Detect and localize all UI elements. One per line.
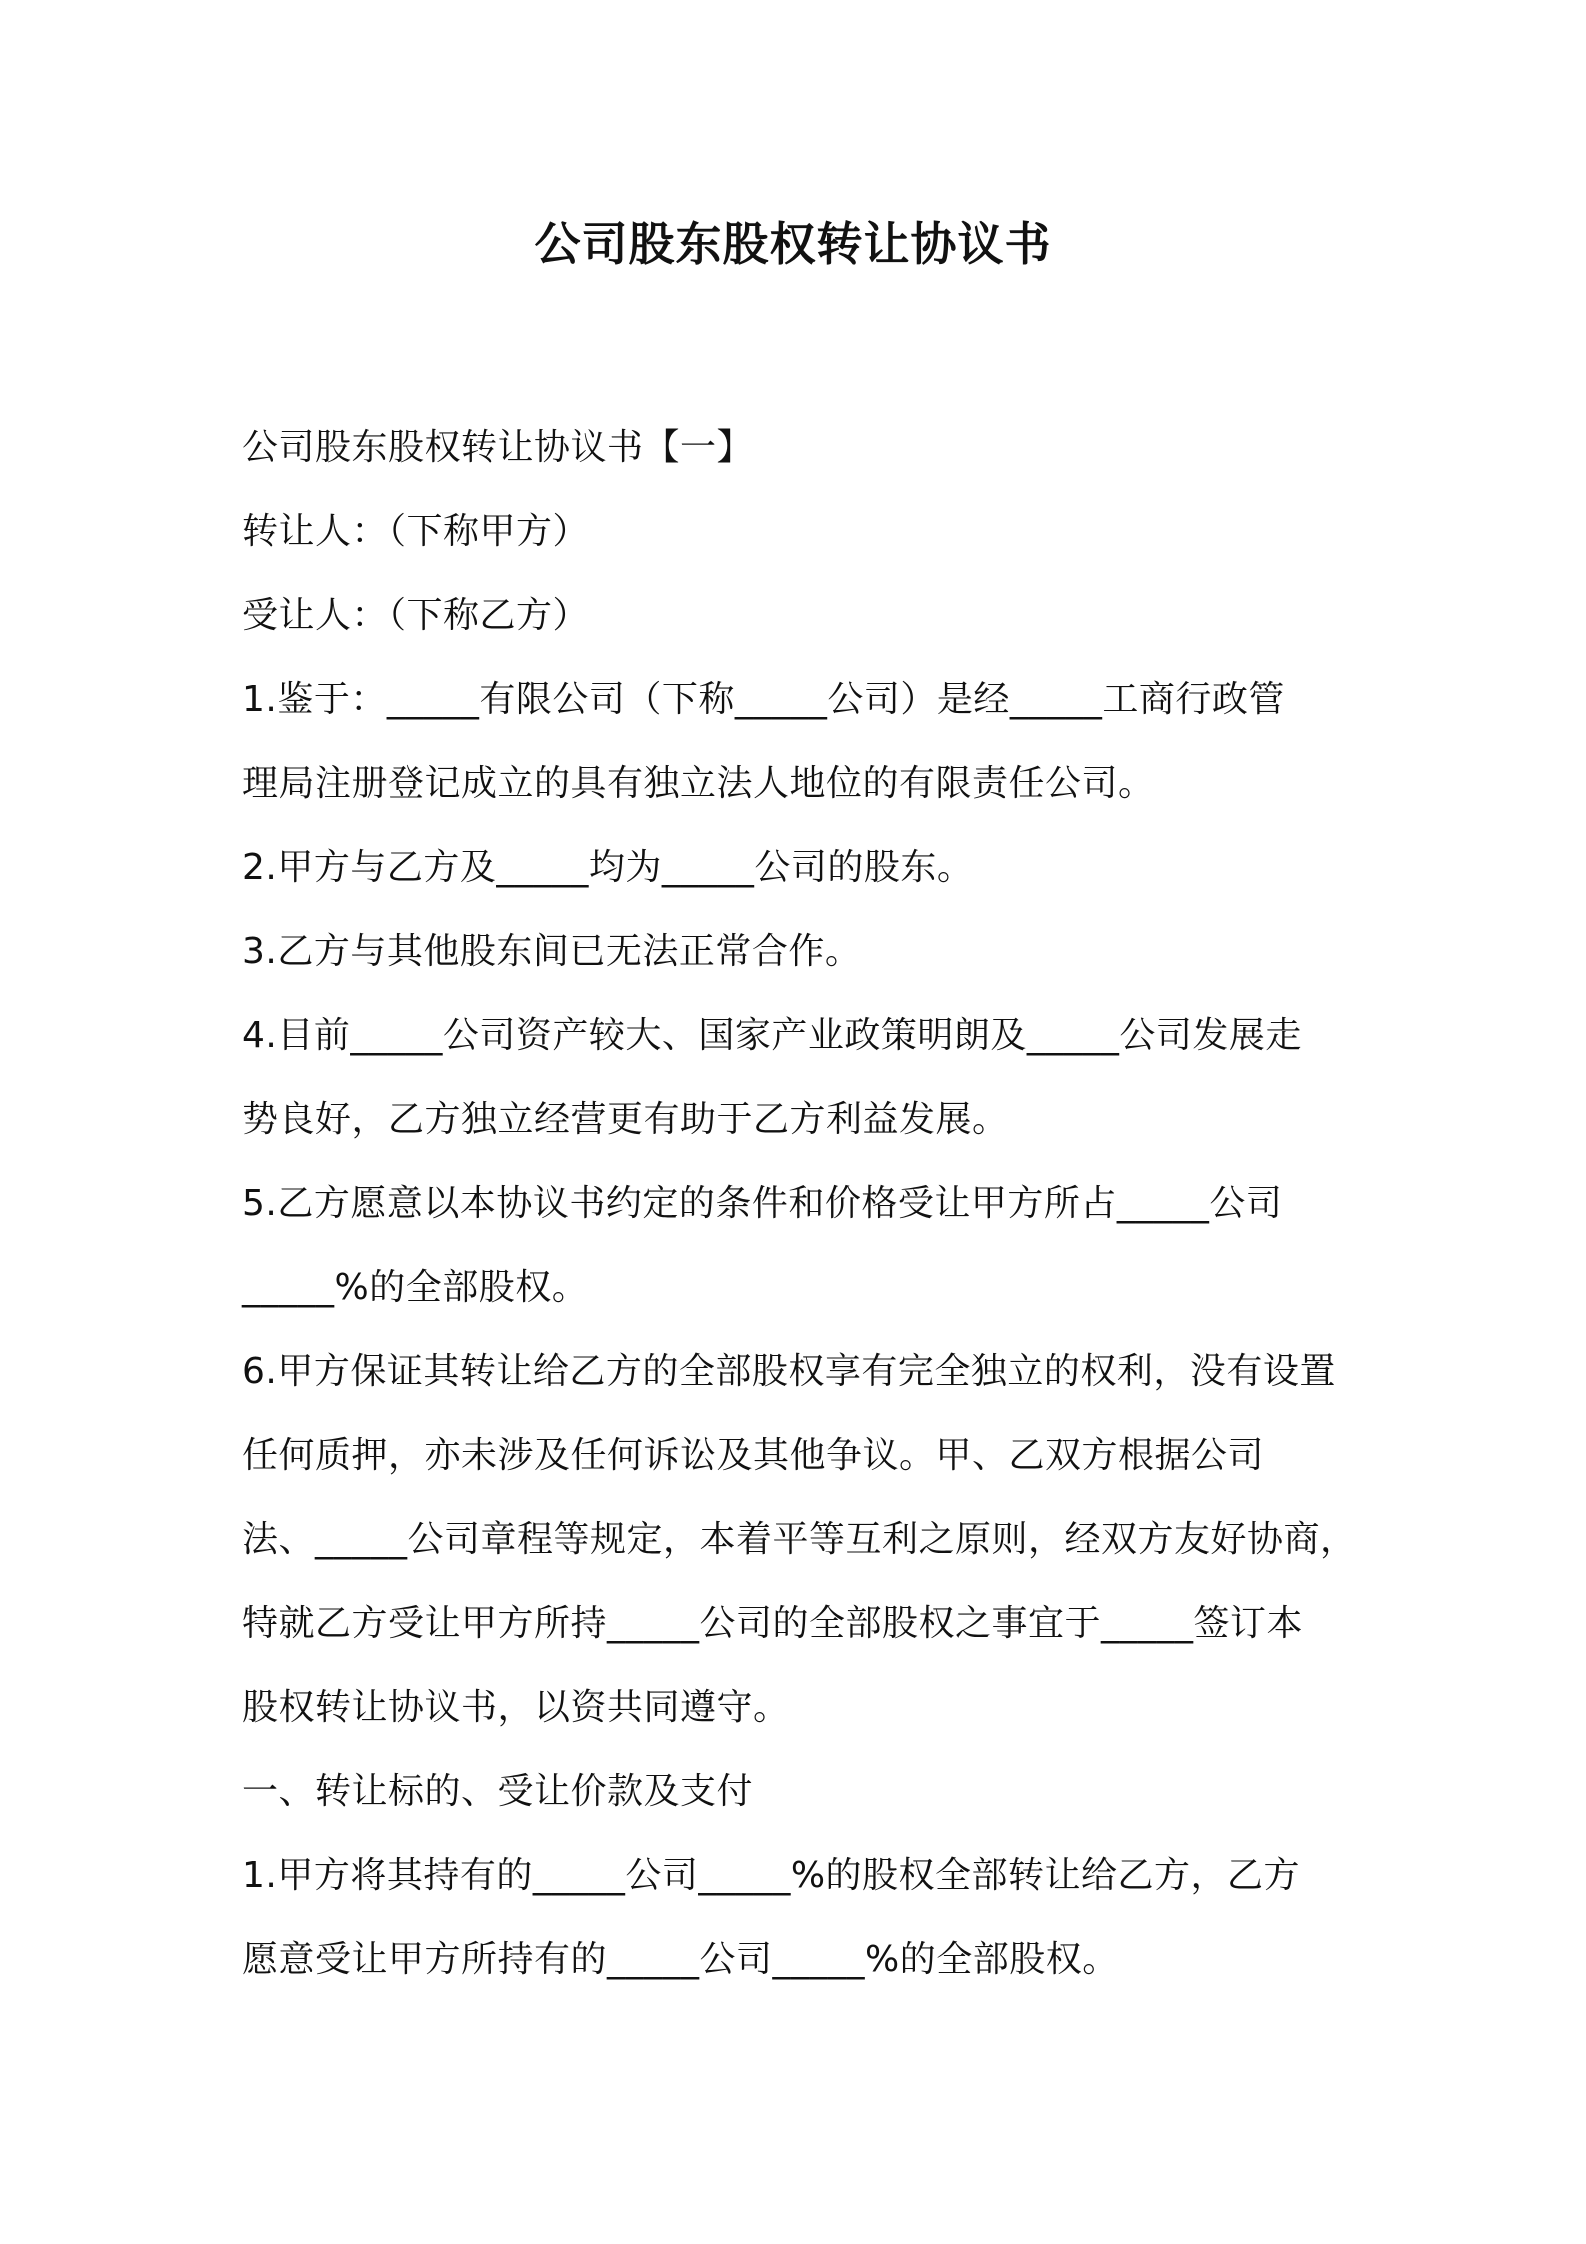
clause-6-line-2: 任何质押，亦未涉及任何诉讼及其他争议。甲、乙双方根据公司 — [242, 1435, 1265, 1476]
clause-1-line-1: 1.鉴于：_____有限公司（下称_____公司）是经_____工商行政管 — [242, 679, 1285, 720]
transferee-line: 受让人：（下称乙方） — [242, 595, 590, 636]
section-heading: 公司股东股权转让协议书【一】 — [242, 427, 754, 468]
clause-1-line-2: 理局注册登记成立的具有独立法人地位的有限责任公司。 — [242, 763, 1155, 804]
transferor-line: 转让人：（下称甲方） — [242, 511, 590, 552]
clause-6-line-5: 股权转让协议书，以资共同遵守。 — [242, 1687, 790, 1728]
clause-6-line-1: 6.甲方保证其转让给乙方的全部股权享有完全独立的权利，没有设置 — [242, 1351, 1336, 1392]
clause-3-line: 3.乙方与其他股东间已无法正常合作。 — [242, 931, 862, 972]
clause-5-line-2: _____%的全部股权。 — [242, 1267, 589, 1308]
document-body — [242, 406, 1357, 2002]
clause-6-line-3: 法、_____公司章程等规定，本着平等互利之原则，经双方友好协商， — [242, 1519, 1357, 1560]
chapter-1-heading: 一、转让标的、受让价款及支付 — [242, 1771, 754, 1812]
clause-4-line-1: 4.目前_____公司资产较大、国家产业政策明朗及_____公司发展走 — [242, 1015, 1302, 1056]
chapter-1-clause-1-line-1: 1.甲方将其持有的_____公司_____%的股权全部转让给乙方，乙方 — [242, 1855, 1301, 1896]
clause-6-line-4: 特就乙方受让甲方所持_____公司的全部股权之事宜于_____签订本 — [242, 1603, 1304, 1644]
chapter-1-clause-1-line-2: 愿意受让甲方所持有的_____公司_____%的全部股权。 — [242, 1939, 1119, 1980]
document-title: 公司股东股权转让协议书 — [534, 217, 1052, 271]
clause-2-line: 2.甲方与乙方及_____均为_____公司的股东。 — [242, 847, 974, 888]
clause-5-line-1: 5.乙方愿意以本协议书约定的条件和价格受让甲方所占_____公司 — [242, 1183, 1283, 1224]
clause-4-line-2: 势良好，乙方独立经营更有助于乙方利益发展。 — [242, 1099, 1009, 1140]
